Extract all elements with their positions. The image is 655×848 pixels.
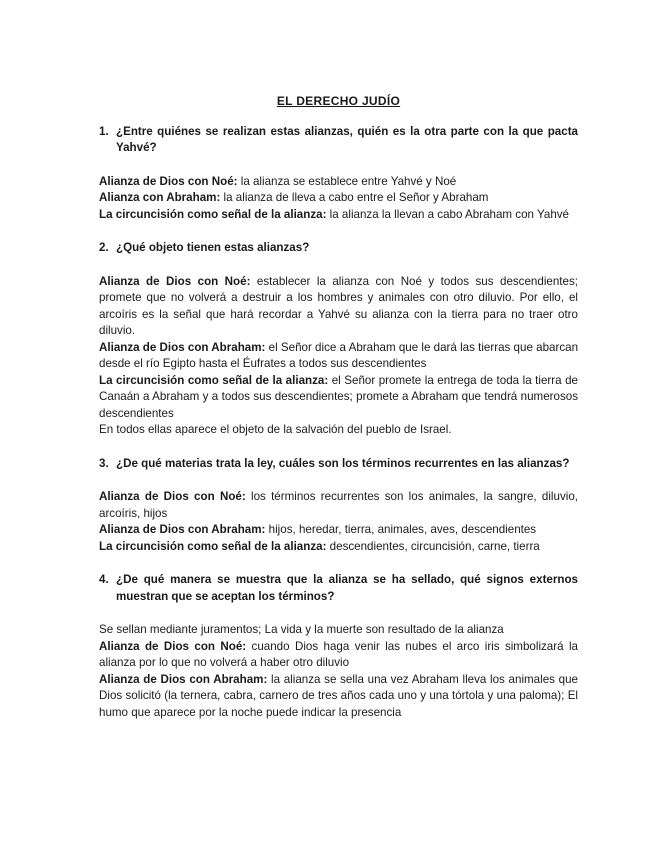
answer-label: La circuncisión como señal de la alianza: — [99, 539, 327, 553]
question-number: 3. — [99, 456, 109, 470]
answer-paragraph — [99, 274, 578, 340]
answer-text: Se sellan mediante juramentos; La vida y la muerte son resultado de la alianza — [99, 623, 504, 636]
question-4 — [99, 572, 578, 605]
answer-paragraph — [99, 174, 578, 191]
answer-label: Alianza de Dios con Abraham: — [99, 672, 268, 686]
question-number: 4. — [99, 573, 109, 586]
answer-label: La circuncisión como señal de la alianza: — [99, 207, 327, 221]
answer-paragraph — [99, 422, 578, 439]
answer-text: los términos recurrentes son los animales, la sangre, diluvio, arcoíris, hijos — [99, 490, 578, 520]
answer-text: descendientes, circuncisión, carne, tierra — [326, 539, 540, 553]
answer-block-1 — [99, 174, 578, 224]
question-number: 2. — [99, 241, 109, 254]
answer-block-2 — [99, 274, 578, 439]
answer-block-3 — [99, 489, 578, 555]
answer-text: En todos ellas aparece el objeto de la salvación del pueblo de Israel. — [99, 423, 452, 436]
answer-text: cuando Dios haga venir las nubes el arco iris simbolizará la alianza por lo que no volverá a haber otro diluvio — [99, 639, 578, 669]
answer-paragraph — [99, 672, 578, 722]
answer-text: el Señor dice a Abraham que le dará las tierras que abarcan desde el río Egipto hasta el Éufrates a todos sus descendientes — [99, 340, 579, 370]
answer-label: Alianza de Dios con Abraham: — [99, 523, 266, 536]
answer-label: Alianza de Dios con Noé: — [99, 274, 251, 288]
answer-paragraph — [99, 522, 578, 539]
question-3 — [99, 456, 578, 473]
answer-label: Alianza de Dios con Noé: — [99, 174, 238, 188]
answer-paragraph — [99, 373, 578, 423]
document-title: EL DERECHO JUDÍO — [276, 94, 401, 108]
question-number: 1. — [99, 124, 109, 138]
answer-text: la alianza la llevan a cabo Abraham con Yahvé — [326, 207, 570, 221]
answer-paragraph — [99, 207, 578, 224]
question-2 — [99, 240, 578, 257]
answer-label: Alianza de Dios con Abraham: — [99, 340, 266, 354]
question-text: ¿De qué manera se muestra que la alianza se ha sellado, qué signos externos muestran que se aceptan los términos? — [116, 573, 578, 603]
answer-paragraph — [99, 190, 578, 207]
answer-paragraph — [99, 539, 578, 556]
question-text: ¿Entre quiénes se realizan estas alianzas, quién es la otra parte con la que pacta Yahvé? — [116, 124, 578, 154]
answer-text: establecer la alianza con Noé y todos sus descendientes; promete que no volverá a destruir a los hombres y animales con otro diluvio. Por ello, el arcoíris es la señal que hará recordar a Yahvé su alianza con la tierra para no traer otro diluvio. — [99, 274, 578, 337]
question-text: ¿De qué materias trata la ley, cuáles son los términos recurrentes en las alianzas? — [116, 456, 570, 470]
question-1 — [99, 124, 578, 157]
answer-text: la alianza se establece entre Yahvé y Noé — [237, 174, 457, 188]
answer-label: Alianza de Dios con Noé: — [99, 490, 246, 503]
answer-text: la alianza de lleva a cabo entre el Señor y Abraham — [220, 191, 489, 204]
answer-label: La circuncisión como señal de la alianza: — [99, 373, 329, 387]
answer-label: Alianza con Abraham: — [99, 191, 221, 204]
document-page — [99, 93, 578, 738]
question-text: ¿Qué objeto tienen estas alianzas? — [116, 241, 310, 254]
answer-label: Alianza de Dios con Noé: — [99, 639, 247, 653]
answer-paragraph — [99, 340, 578, 373]
answer-paragraph — [99, 622, 578, 639]
answer-paragraph — [99, 639, 578, 672]
answer-text: la alianza se sella una vez Abraham lleva los animales que Dios solicitó (la ternera, cabra, carnero de tres años cada uno y una tórtola y una paloma); El humo que aparece por la noche puede indicar la presencia — [99, 672, 578, 719]
answer-text: el Señor promete la entrega de toda la tierra de Canaán a Abraham y a todos sus descendientes; promete a Abraham que tendrá numerosos descendientes — [99, 373, 579, 420]
answer-paragraph — [99, 489, 578, 522]
answer-block-4 — [99, 622, 578, 721]
answer-text: hijos, heredar, tierra, animales, aves, descendientes — [265, 523, 537, 536]
